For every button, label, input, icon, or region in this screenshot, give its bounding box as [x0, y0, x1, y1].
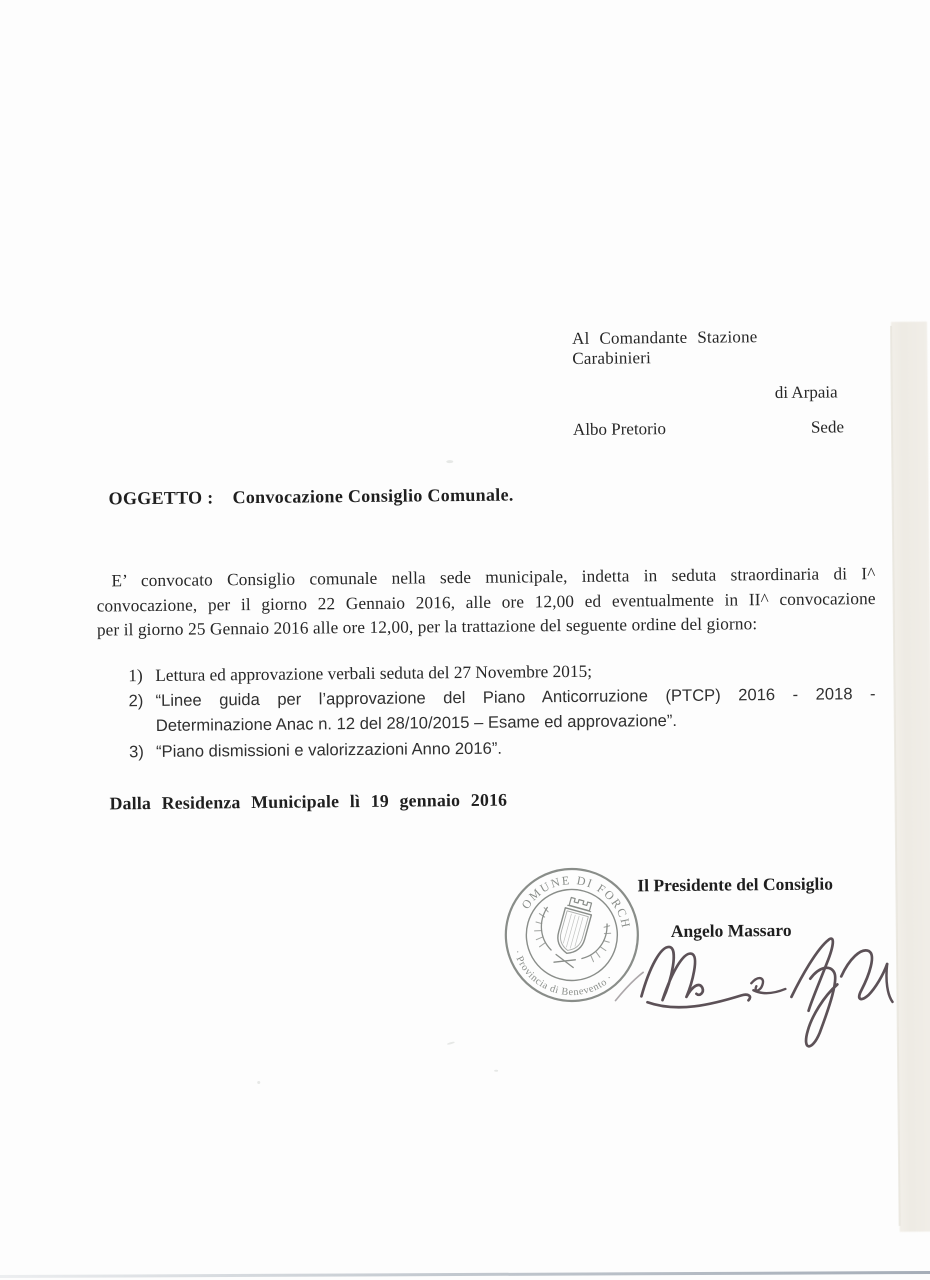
agenda-list: [128, 656, 876, 764]
recipient-block: [572, 326, 844, 440]
scan-speck: [257, 1081, 260, 1084]
agenda-item-1-text: Lettura ed approvazione verbali seduta del 27 Novembre 2015;: [155, 661, 593, 685]
agenda-item-3-number: 3): [128, 741, 144, 762]
recipient-sede: Sede: [810, 417, 845, 437]
subject-label: OGGETTO :: [108, 487, 214, 509]
agenda-item-2-line-2: Determinazione Anac n. 12 del 28/10/2015 – Esame ed approvazione”.: [155, 711, 678, 736]
recipient-line-2: di Arpaia: [774, 382, 838, 403]
agenda-item-2-number: 2): [128, 691, 144, 711]
subject-text: Convocazione Consiglio Comunale.: [232, 484, 514, 508]
agenda-item-2-text: [155, 681, 875, 739]
stamp-top-text: COMUNE DI FORCHIA: [518, 872, 634, 940]
body-paragraph: [96, 562, 876, 643]
dateline: Dalla Residenza Municipale lì 19 gennaio 2016: [109, 789, 508, 814]
stamp-bottom-text: · Provincia di Benevento ·: [511, 948, 616, 999]
recipient-albo-pretorio: Albo Pretorio: [572, 419, 667, 439]
scan-speck: [446, 460, 453, 463]
recipient-line-1: Al Comandante Stazione Carabinieri: [572, 327, 758, 368]
signatory-role: Il Presidente del Consiglio: [637, 873, 834, 896]
subject-line: [109, 485, 514, 510]
body-line-3: per il giorno 25 Gennaio 2016 alle ore 12,00, per la trattazione del seguente ordine del giorno:: [96, 614, 758, 640]
signatory-name: Angelo Massaro: [670, 919, 792, 942]
agenda-item-2: [128, 681, 875, 739]
recipient-line-3: [573, 417, 844, 440]
agenda-item-3-text: “Piano dismissioni e valorizzazioni Anno 2016”.: [155, 738, 503, 761]
body-line-1: E’ convocato Consiglio comunale nella sede municipale, indetta in seduta straordinaria di I^: [111, 564, 876, 591]
scan-speck: [447, 1041, 455, 1045]
agenda-item-1-number: 1): [128, 666, 143, 686]
agenda-item-2-line-1: “Linee guida per l’approvazione del Piano Anticorruzione (PTCP) 2016 - 2018 -: [155, 684, 876, 710]
scan-speck: [494, 1070, 498, 1072]
handwritten-signature: [601, 932, 902, 1060]
body-line-2: convocazione, per il giorno 22 Gennaio 2016, alle ore 12,00 ed eventualmente in II^ convocazione: [96, 588, 876, 616]
